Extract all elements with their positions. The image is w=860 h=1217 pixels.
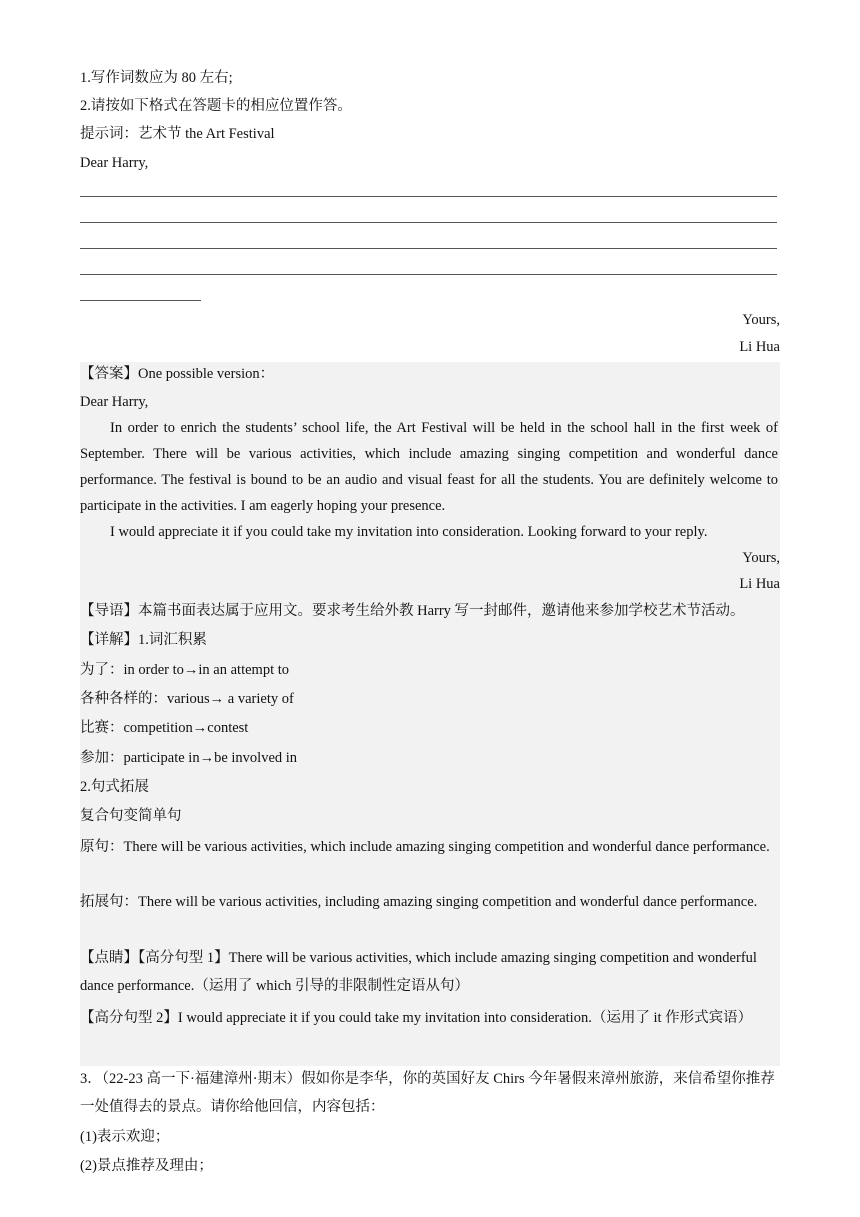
answer-paragraph-1: In order to enrich the students’ school life, the Art Festival will be held in the school hall in the first week of September. There will be various activities, which include amazing singing competition and wonderful dance performance. The festival is bound to be an audio and visual feast for all the students. You are definitely welcome to participate in the activities. I am eagerly hoping your presence.: [80, 420, 778, 514]
letter-closing: Yours,: [742, 312, 780, 328]
sentence-title: 2.句式拓展: [80, 779, 149, 795]
question-3-prompt: 3．（22-23 高一下·福建漳州·期末）假如你是李华，你的英国好友 Chirs 今年暑假来漳州旅游，来信希望你推荐一处值得去的景点。请你给他回信，内容包括：: [80, 1071, 775, 1115]
letter-signature: Li Hua: [739, 339, 780, 355]
answer-paragraph-2: I would appreciate it if you could take my invitation into consideration. Looking forward to your reply.: [110, 524, 708, 540]
answer-closing: Yours,: [742, 550, 780, 566]
vocab-item: 为了：in order to→in an attempt to: [80, 662, 290, 678]
expanded-sentence: 拓展句：There will be various activities, including amazing singing competition and wonderful dance performance.: [80, 894, 758, 910]
vocab-item: 各种各样的：various→ a variety of: [80, 691, 294, 707]
requirement-1: 1.写作词数应为 80 左右;: [80, 70, 233, 86]
answer-signature: Li Hua: [739, 576, 780, 592]
hint-words: 提示词：艺术节 the Art Festival: [80, 126, 275, 142]
sentence-subtitle: 复合句变简单句: [80, 808, 182, 824]
answer-blank-line: [80, 248, 777, 249]
detail-title: 【详解】1.词汇积累: [80, 632, 207, 648]
tip-sentence-1: 【点睛】【高分句型 1】There will be various activities, which include amazing singing competition and wonderful dance performance.（运用了 which 引导的非限制性定语从句）: [80, 950, 757, 994]
answer-blank-line: [80, 300, 201, 301]
vocab-item: 比赛：competition→contest: [80, 720, 249, 736]
answer-greeting: Dear Harry,: [80, 394, 149, 410]
question-3-item-1: (1)表示欢迎；: [80, 1129, 170, 1145]
answer-blank-line: [80, 274, 777, 275]
answer-blank-line: [80, 222, 777, 223]
question-3-item-2: (2)景点推荐及理由；: [80, 1158, 213, 1174]
tip-sentence-2: 【高分句型 2】I would appreciate it if you could take my invitation into consideration.（运用了 it 作形式宾语）: [80, 1010, 753, 1026]
letter-greeting: Dear Harry,: [80, 155, 149, 171]
original-sentence: 原句：There will be various activities, which include amazing singing competition and wonderful dance performance.: [80, 839, 770, 855]
guide-text: 【导语】本篇书面表达属于应用文。要求考生给外教 Harry 写一封邮件，邀请他来参加学校艺术节活动。: [80, 603, 745, 619]
vocab-item: 参加：participate in→be involved in: [80, 750, 298, 766]
requirement-2: 2.请按如下格式在答题卡的相应位置作答。: [80, 98, 352, 114]
answer-blank-line: [80, 196, 777, 197]
answer-label: 【答案】One possible version：: [80, 366, 275, 382]
